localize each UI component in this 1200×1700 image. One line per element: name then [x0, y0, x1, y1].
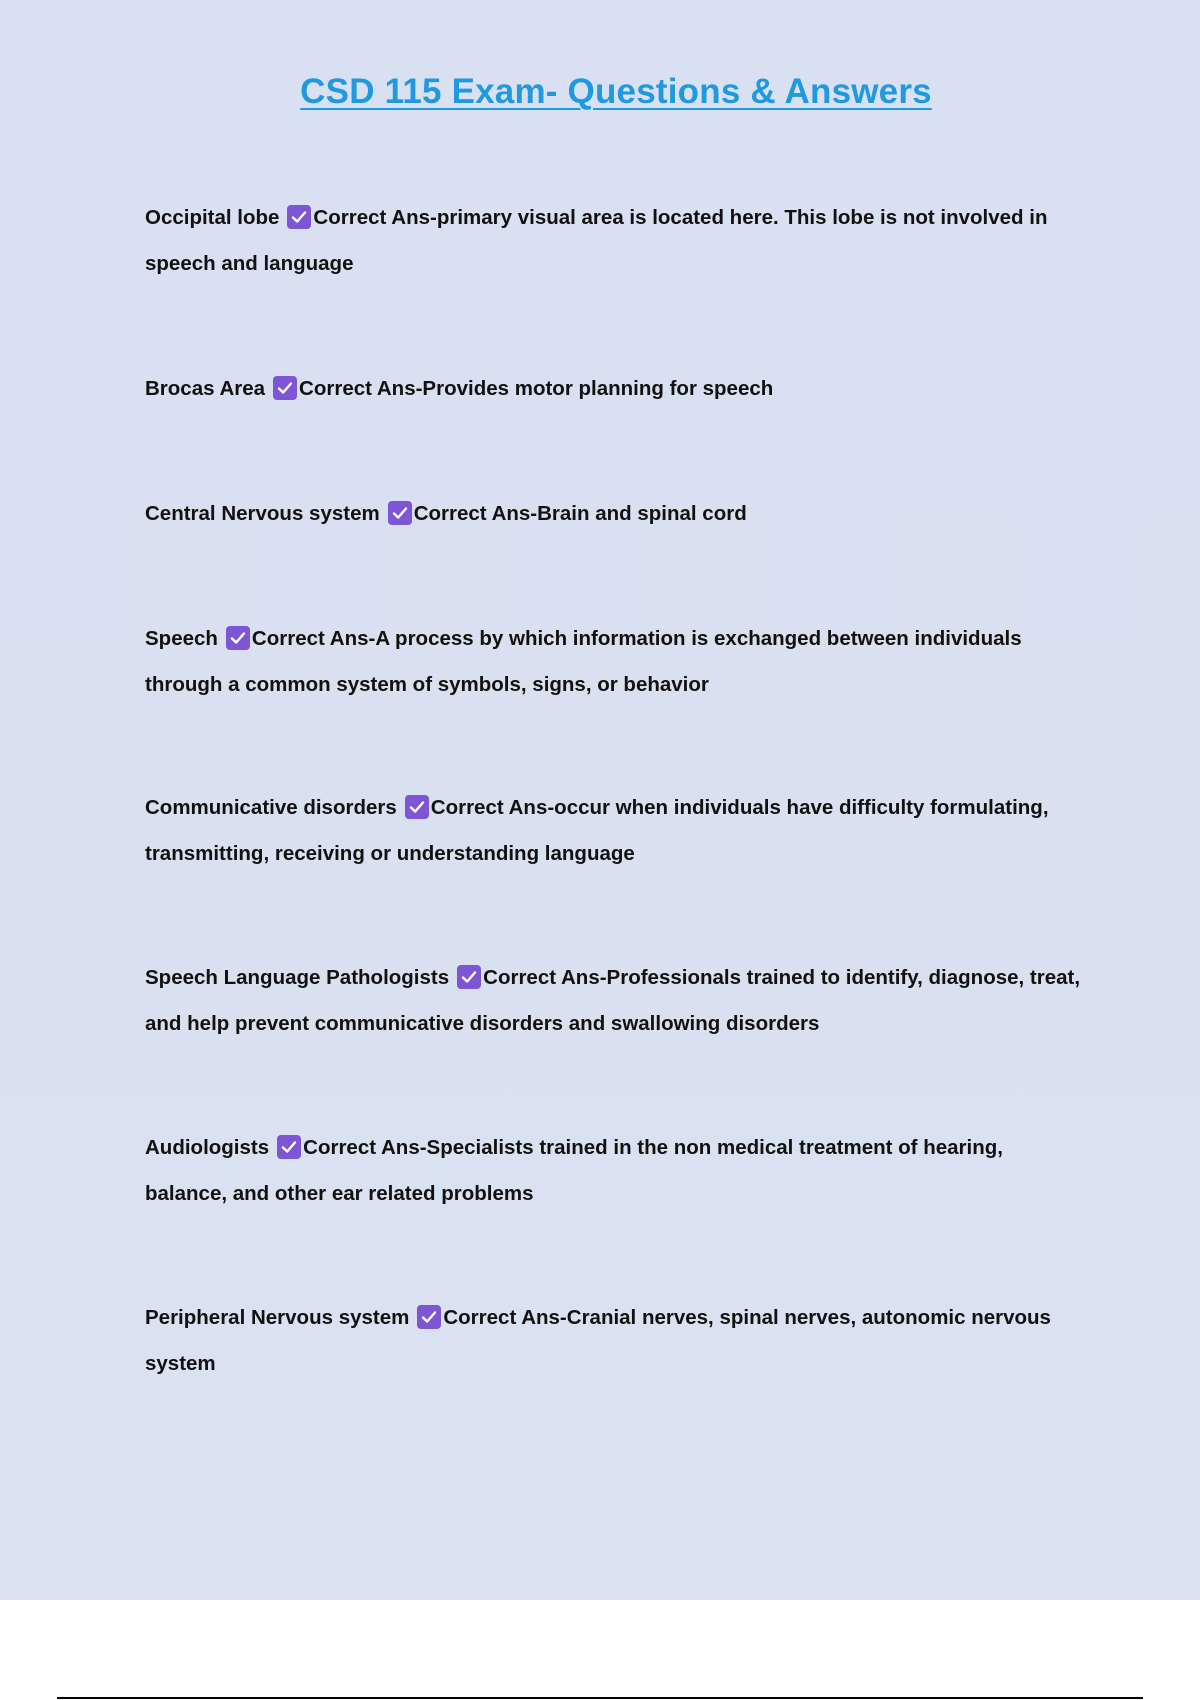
qa-answer: Correct Ans-Cranial nerves, spinal nerves, autonomic nervous system: [145, 1306, 1051, 1375]
qa-item: [145, 785, 1085, 877]
qa-term: Brocas Area: [145, 377, 266, 400]
qa-item: [145, 195, 1085, 287]
qa-item: [145, 616, 1085, 708]
qa-item: [145, 491, 1085, 537]
qa-term: Communicative disorders: [145, 796, 397, 819]
checkbox-checked-icon: [273, 376, 297, 400]
checkbox-checked-icon: [277, 1135, 301, 1159]
qa-term: Audiologists: [145, 1136, 270, 1159]
qa-item: [145, 1125, 1085, 1217]
qa-answer: Correct Ans-primary visual area is located here. This lobe is not involved in speech and language: [145, 206, 1048, 275]
checkbox-checked-icon: [417, 1305, 441, 1329]
qa-answer: Correct Ans-Provides motor planning for speech: [299, 377, 774, 400]
qa-answer: Correct Ans-A process by which information is exchanged between individuals through a common system of symbols, signs, or behavior: [145, 627, 1022, 696]
document-title: CSD 115 Exam- Questions & Answers: [300, 72, 932, 111]
qa-item: [145, 366, 1085, 412]
footer-divider: [57, 1697, 1143, 1699]
qa-term: Speech Language Pathologists: [145, 966, 450, 989]
qa-term: Central Nervous system: [145, 502, 380, 525]
checkbox-checked-icon: [287, 205, 311, 229]
qa-item: [145, 1295, 1085, 1387]
qa-answer: Correct Ans-occur when individuals have difficulty formulating, transmitting, receiving or understanding language: [145, 796, 1049, 865]
checkbox-checked-icon: [457, 965, 481, 989]
qa-term: Speech: [145, 627, 218, 650]
qa-term: Occipital lobe: [145, 206, 280, 229]
checkbox-checked-icon: [226, 626, 250, 650]
qa-term: Peripheral Nervous system: [145, 1306, 410, 1329]
checkbox-checked-icon: [388, 501, 412, 525]
qa-answer: Correct Ans-Brain and spinal cord: [413, 502, 747, 525]
qa-answer: Correct Ans-Specialists trained in the non medical treatment of hearing, balance, and other ear related problems: [145, 1136, 1003, 1205]
qa-answer: Correct Ans-Professionals trained to identify, diagnose, treat, and help prevent communicative disorders and swallowing disorders: [145, 966, 1081, 1035]
checkbox-checked-icon: [405, 795, 429, 819]
qa-item: [145, 955, 1085, 1047]
